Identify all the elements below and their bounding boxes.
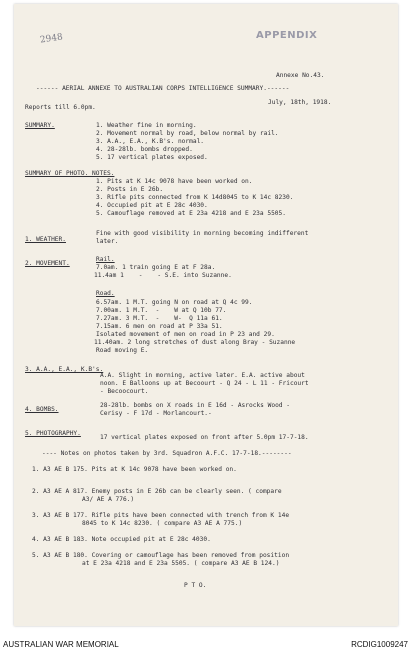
movement-line: Rail.	[96, 256, 115, 263]
summary-item: 1. Weather fine in morning.	[96, 122, 197, 129]
document-title: ------ AERIAL ANNEXE TO AUSTRALIAN CORPS INTELLIGENCE SUMMARY.------	[36, 85, 290, 92]
photography-heading: 5. PHOTOGRAPHY.	[25, 430, 81, 437]
squadron-note: 4. A3 AE B 183. Note occupied pit at E 28c 4030.	[32, 536, 211, 543]
aa-text: noon. E Balloons up at Becoourt - Q 24 - L 11 - Fricourt	[100, 380, 309, 387]
photography-text: 17 vertical plates exposed on front after 5.0pm 17-7-18.	[100, 434, 309, 441]
photo-note-item: 5. Camouflage removed at E 23a 4218 and E 23a 5505.	[96, 210, 286, 217]
photo-note-item: 2. Posts in E 26b.	[96, 186, 164, 193]
squadron-note-continued: at E 23a 4218 and E 23a 5505. ( compare A3 AE B 124.)	[82, 560, 280, 567]
photo-notes-heading: SUMMARY OF PHOTO. NOTES.	[25, 170, 115, 177]
movement-line: 7.00am. 1 M.T. - W at Q 10b 77.	[96, 307, 227, 314]
pencil-annotation: 2948	[39, 32, 64, 46]
movement-line: Road.	[96, 290, 115, 297]
photo-notes-subheading: ---- Notes on photos taken by 3rd. Squadron A.F.C. 17-7-18.--------	[42, 450, 292, 457]
movement-heading: 2. MOVEMENT.	[25, 260, 70, 267]
squadron-note-continued: 8045 to K 14c 8230. ( compare A3 AE A 775.)	[82, 520, 243, 527]
appendix-stamp: APPENDIX	[256, 30, 318, 41]
bombs-heading: 4. BOMBS.	[25, 406, 59, 413]
weather-text: Fine with good visibility in morning becoming indifferent	[96, 230, 309, 237]
movement-line: 11.40am. 2 long stretches of dust along Bray - Suzanne	[94, 339, 296, 346]
summary-item: 2. Movement normal by road, below normal by rail.	[96, 130, 279, 137]
movement-line: 7.15am. 6 men on road at P 33a 51.	[96, 323, 223, 330]
summary-item: 4. 28-28lb. bombs dropped.	[96, 146, 193, 153]
bombs-text: 28-28lb. bombs on X roads in E 16d - Asrocks Wood -	[100, 402, 290, 409]
movement-line: 11.4am 1 - - S.E. into Suzanne.	[94, 272, 232, 279]
squadron-note: 5. A3 AE B 180. Covering or camouflage has been removed from position	[32, 552, 290, 559]
photo-note-item: 4. Occupied pit at E 28c 4030.	[96, 202, 208, 209]
reports-time: Reports till 6.0pm.	[25, 104, 96, 111]
squadron-note-continued: A3/ AE A 776.)	[82, 496, 135, 503]
movement-line: 7.27am. 3 M.T. - W- Q 11a 61.	[96, 315, 223, 322]
summary-item: 5. 17 vertical plates exposed.	[96, 154, 208, 161]
weather-text: later.	[96, 238, 119, 245]
photo-note-item: 3. Rifle pits connected from K 14d8045 to K 14c 8230.	[96, 194, 294, 201]
aa-heading: 3. A.A., E.A., K.B's.	[25, 366, 104, 373]
summary-item: 3. A.A., E.A., K.B's. normal.	[96, 138, 205, 145]
squadron-note: 3. A3 AE B 177. Rifle pits have been connected with trench from K 14e	[32, 512, 290, 519]
annex-number: Annexe No.43.	[276, 72, 325, 79]
movement-line: 6.57am. 1 M.T. going N on road at Q 4c 99.	[96, 299, 253, 306]
weather-heading: 1. WEATHER.	[25, 236, 66, 243]
photo-note-item: 1. Pits at K 14c 9078 have been worked on.	[96, 178, 253, 185]
report-date: July, 18th, 1918.	[268, 99, 332, 106]
movement-line: Road moving E.	[96, 347, 149, 354]
squadron-note: 1. A3 AE B 175. Pits at K 14c 9078 have been worked on.	[32, 466, 237, 473]
squadron-note: 2. A3 AE A 817. Enemy posts in E 26b can be clearly seen. ( compare	[32, 488, 282, 495]
bombs-text: Cerisy - F 17d - Morlancourt.-	[100, 410, 212, 417]
document-page	[14, 4, 398, 626]
movement-line: Isolated movement of men on road in P 23 and 29.	[96, 331, 275, 338]
aa-text: A.A. Slight in morning, active later. E.A. active about	[100, 372, 305, 379]
footer-source: AUSTRALIAN WAR MEMORIAL	[3, 640, 119, 649]
footer-reference: RCDIG1009247	[351, 640, 408, 649]
movement-line: 7.0am. 1 train going E at F 28a.	[96, 264, 216, 271]
pto-mark: P T O.	[184, 582, 207, 589]
summary-heading: SUMMARY.	[25, 122, 55, 129]
aa-text: - Becoocourt.	[100, 388, 149, 395]
